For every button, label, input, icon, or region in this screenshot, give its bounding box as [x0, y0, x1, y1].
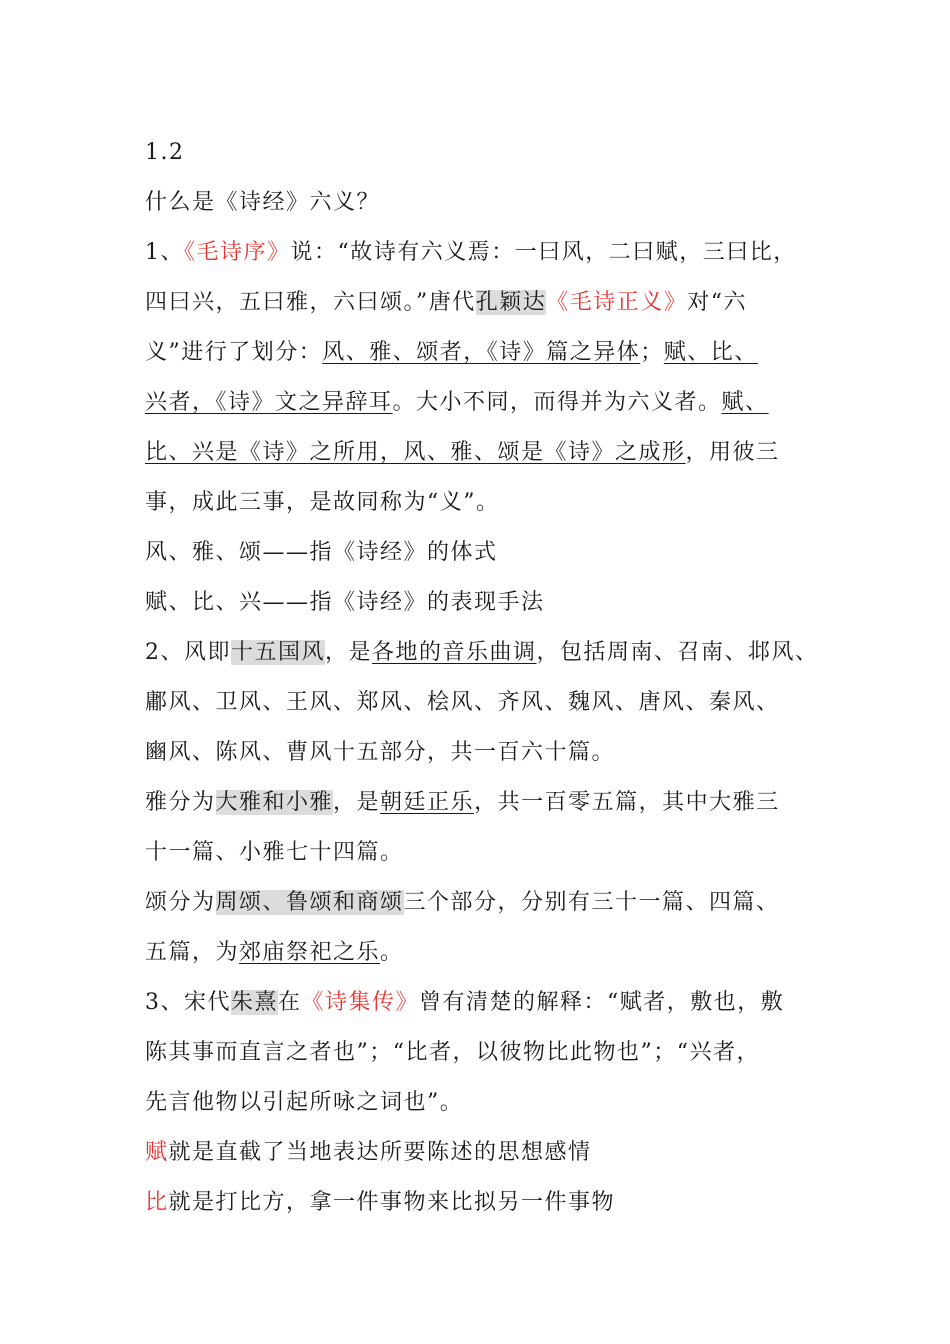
text-run: 说：“故诗有六义焉：一曰风，二曰赋，三曰比，	[290, 240, 797, 265]
text-run: 陈其事而直言之者也”；“比者，以彼物比此物也”；“兴者，	[145, 1040, 760, 1065]
paragraph-line	[145, 878, 825, 928]
term-bi: 比	[145, 1190, 169, 1215]
underlined-text: 赋、	[721, 390, 769, 415]
term-fu: 赋	[145, 1140, 169, 1165]
text-run: 就是直截了当地表达所要陈述的思想感情	[168, 1140, 592, 1165]
text-run: 赋、比、兴——指《诗经》的表现手法	[145, 590, 545, 615]
paragraph-line	[145, 428, 825, 478]
text-run: ，用彼三	[685, 440, 780, 465]
paragraph-line	[145, 478, 825, 528]
text-run: ，是	[333, 790, 381, 815]
paragraph-line	[145, 928, 825, 978]
definition-line	[145, 1128, 825, 1178]
text-run: 1.2	[145, 140, 185, 165]
text-run: ，包括周南、召南、邶风、	[536, 640, 819, 665]
text-run: 雅分为	[145, 790, 216, 815]
paragraph-line	[145, 728, 825, 778]
text-run: ；	[640, 340, 664, 365]
text-run: 三个部分，分别有三十一篇、四篇、	[403, 890, 780, 915]
underlined-text: 兴者，《诗》文之异辞耳	[145, 390, 393, 415]
highlighted-name: 朱熹	[231, 990, 279, 1015]
underlined-text: 朝廷正乐	[380, 790, 475, 815]
underlined-text: 比、兴是《诗》之所用，风、雅、颂是《诗》之成形	[145, 440, 686, 465]
text-run: 先言他物以引起所咏之词也”。	[145, 1090, 464, 1115]
underlined-text: 郊庙祭祀之乐	[239, 940, 381, 965]
highlighted-name: 孔颖达	[475, 290, 547, 315]
text-run: 对“六	[687, 290, 748, 315]
text-run: 2、风即	[145, 640, 231, 665]
text-run: 十一篇、小雅七十四篇。	[145, 840, 404, 865]
highlighted-term: 大雅和小雅	[215, 790, 334, 815]
book-title: 《毛诗序》	[184, 240, 291, 265]
section-number	[145, 128, 825, 178]
document-page	[145, 128, 825, 1228]
text-run: 3、宋代	[145, 990, 231, 1015]
text-run: 曾有清楚的解释：“赋者，敷也，敷	[419, 990, 785, 1015]
paragraph-line	[145, 278, 825, 328]
text-run: 在	[278, 990, 302, 1015]
underlined-text: 各地的音乐曲调	[372, 640, 537, 665]
paragraph-line	[145, 778, 825, 828]
paragraph-line	[145, 978, 825, 1028]
summary-line	[145, 578, 825, 628]
paragraph-line	[145, 678, 825, 728]
text-run: 鄘风、卫风、王风、郑风、桧风、齐风、魏风、唐风、秦风、	[145, 690, 780, 715]
text-run: 五篇，为	[145, 940, 240, 965]
text-run: ，共一百零五篇，其中大雅三	[474, 790, 780, 815]
text-run: 。	[380, 940, 404, 965]
paragraph-line	[145, 628, 825, 678]
text-run: 豳风、陈风、曹风十五部分，共一百六十篇。	[145, 740, 616, 765]
paragraph-line	[145, 828, 825, 878]
paragraph-line	[145, 228, 825, 278]
text-run: ，是	[325, 640, 373, 665]
highlighted-term: 周颂、鲁颂和商颂	[215, 890, 404, 915]
paragraph-line	[145, 1028, 825, 1078]
paragraph-line	[145, 1078, 825, 1128]
text-run: 就是打比方，拿一件事物来比拟另一件事物	[168, 1190, 616, 1215]
text-run: 1、	[145, 240, 184, 265]
text-run: 什么是《诗经》六义？	[145, 190, 381, 215]
text-run: 事，成此三事，是故同称为“义”。	[145, 490, 500, 515]
text-run: 四曰兴，五曰雅，六曰颂。”唐代	[145, 290, 476, 315]
underlined-text: 风、雅、颂者，《诗》篇之异体	[322, 340, 641, 365]
book-title: 《诗集传》	[301, 990, 420, 1015]
summary-line	[145, 528, 825, 578]
highlighted-term: 十五国风	[231, 640, 326, 665]
definition-line	[145, 1178, 825, 1228]
text-run: 颂分为	[145, 890, 216, 915]
text-run: 。大小不同，而得并为六义者。	[392, 390, 722, 415]
book-title: 《毛诗正义》	[546, 290, 688, 315]
text-run: 义”进行了划分：	[145, 340, 323, 365]
paragraph-line	[145, 378, 825, 428]
paragraph-line	[145, 328, 825, 378]
text-run: 风、雅、颂——指《诗经》的体式	[145, 540, 498, 565]
question-heading	[145, 178, 825, 228]
underlined-text: 赋、比、	[663, 340, 758, 365]
